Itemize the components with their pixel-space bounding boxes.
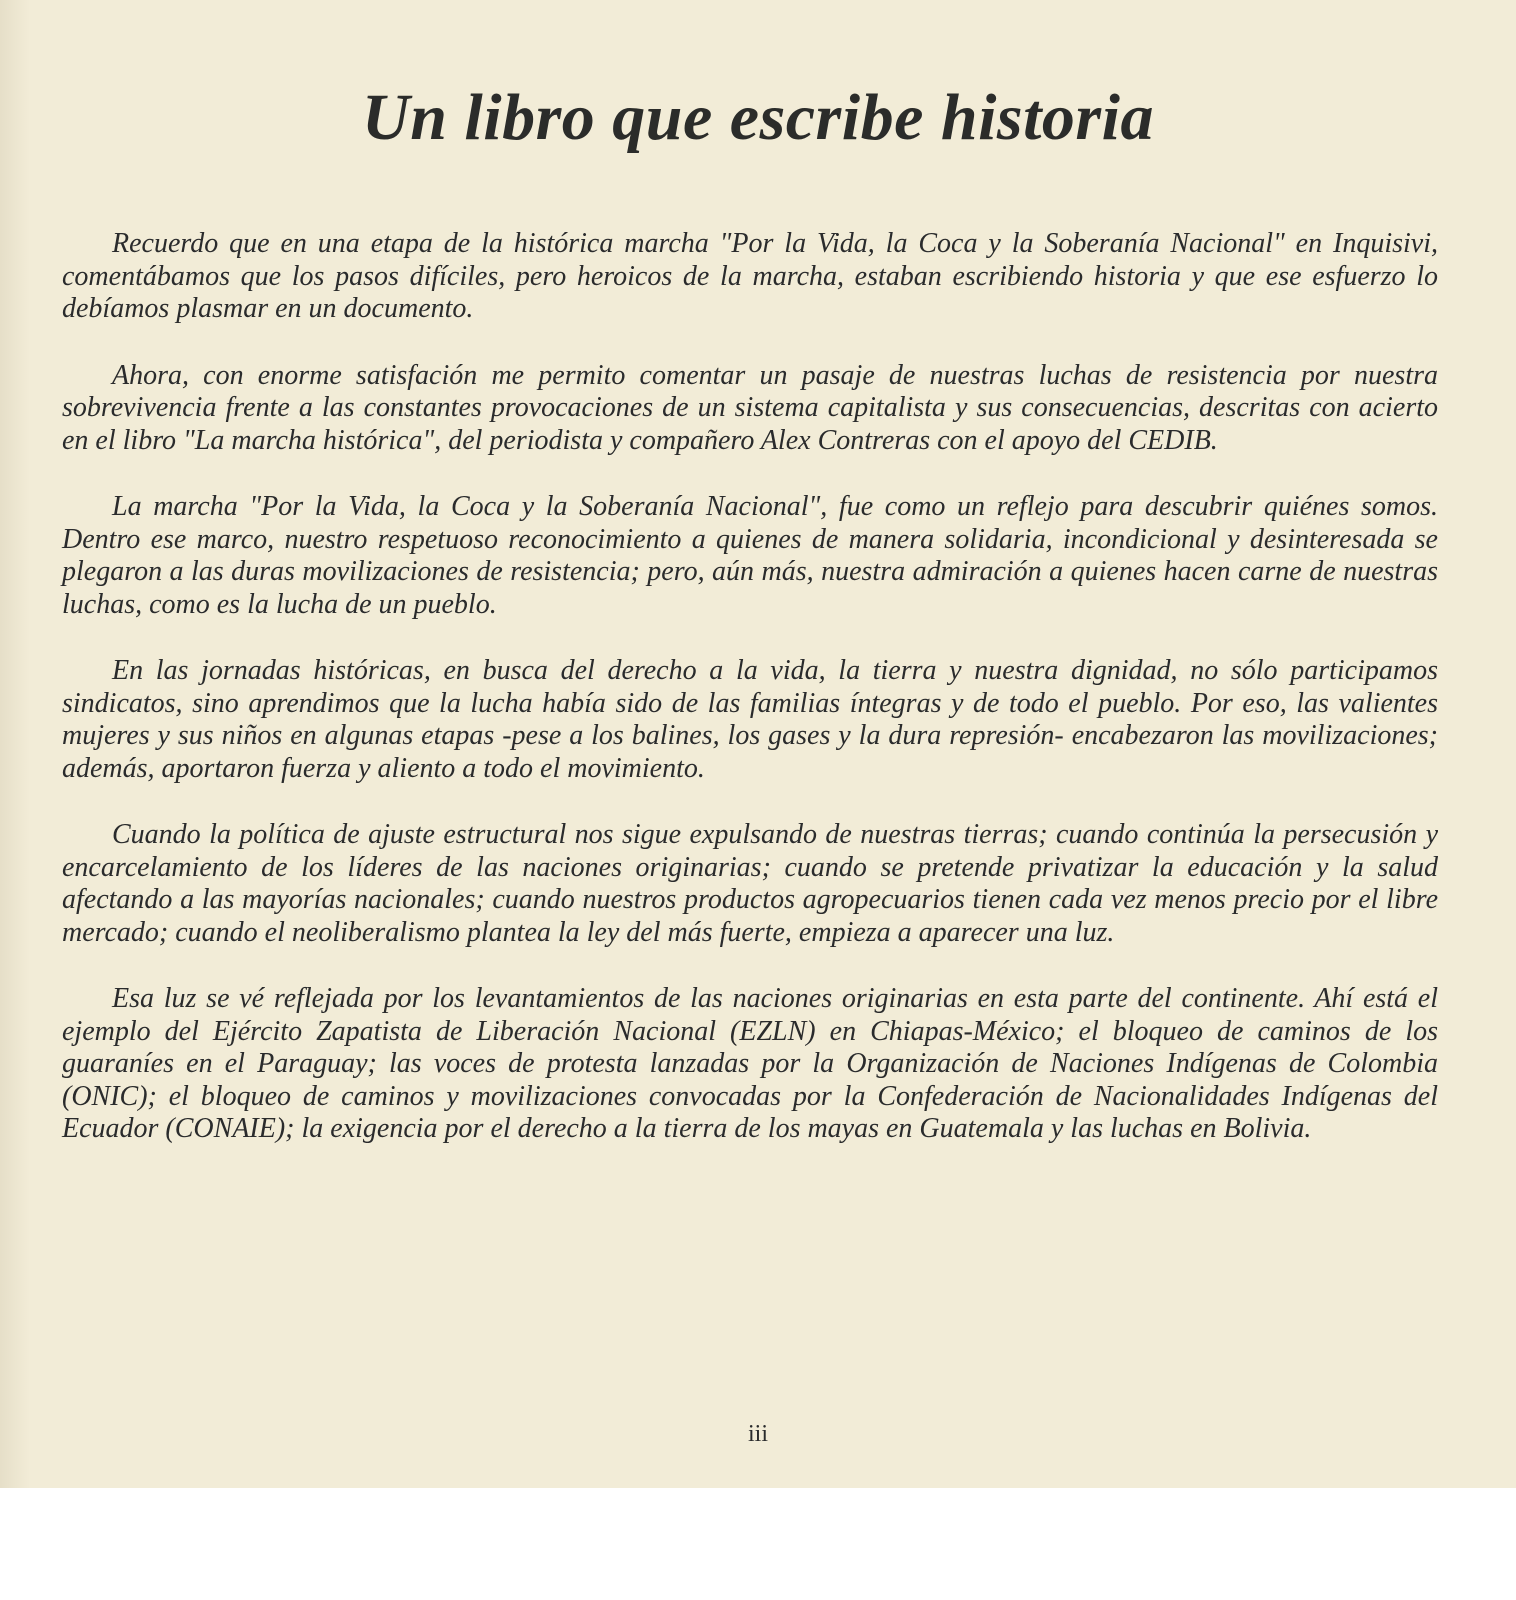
paragraph: Ahora, con enorme satisfación me permito comentar un pasaje de nuestras luchas de resistencia por nuestra sobrevivencia frente a las constantes provocaciones de un sistema capitalista y sus consecuencias, descritas con acierto en el libro "La marcha histórica", del periodista y compañero Alex Contreras con el apoyo del CEDIB. xyxy=(62,359,1438,456)
page-title: Un libro que escribe historia xyxy=(362,81,1154,154)
paragraph: Esa luz se vé reflejada por los levantamientos de las naciones originarias en esta parte del continente. Ahí está el ejemplo del Ejército Zapatista de Liberación Nacional (EZLN) en Chiapas-México; el bloqueo de caminos de los guaraníes en el Paraguay; las voces de protesta lanzadas por la Organización de Naciones Indígenas de Colombia (ONIC); el bloqueo de caminos y movilizaciones convocadas por la Confederación de Nacionalidades Indígenas del Ecuador (CONAIE); la exigencia por el derecho a la tierra de los mayas en Guatemala y las luchas en Bolivia. xyxy=(62,983,1438,1144)
paragraph: Cuando la política de ajuste estructural nos sigue expulsando de nuestras tierras; cuando continúa la persecusión y encarcelamiento de los líderes de las naciones originarias; cuando se pretende privatizar la educación y la salud afectando a las mayorías nacionales; cuando nuestros productos agropecuarios tienen cada vez menos precio por el libre mercado; cuando el neoliberalismo plantea la ley del más fuerte, empieza a aparecer una luz. xyxy=(62,819,1438,948)
paragraph: Recuerdo que en una etapa de la histórica marcha "Por la Vida, la Coca y la Soberanía Nacional" en Inquisivi, comentábamos que los pasos difíciles, pero heroicos de la marcha, estaban escribiendo historia y que ese esfuerzo lo debíamos plasmar en un documento. xyxy=(62,228,1438,324)
page-number: iii xyxy=(747,1421,768,1447)
body-text xyxy=(62,228,1438,1180)
paragraph: La marcha "Por la Vida, la Coca y la Soberanía Nacional", fue como un reflejo para descubrir quiénes somos. Dentro ese marco, nuestro respetuoso reconocimiento a quienes de manera solidaria, incondicional y desinteresada se plegaron a las duras movilizaciones de resistencia; pero, aún más, nuestra admiración a quienes hacen carne de nuestras luchas, como es la lucha de un pueblo. xyxy=(62,491,1438,620)
paragraph: En las jornadas históricas, en busca del derecho a la vida, la tierra y nuestra dignidad, no sólo participamos sindicatos, sino aprendimos que la lucha había sido de las familias íntegras y de todo el pueblo. Por eso, las valientes mujeres y sus niños en algunas etapas -pese a los balines, los gases y la dura represión- encabezaron las movilizaciones; además, aportaron fuerza y aliento a todo el movimiento. xyxy=(62,655,1438,784)
